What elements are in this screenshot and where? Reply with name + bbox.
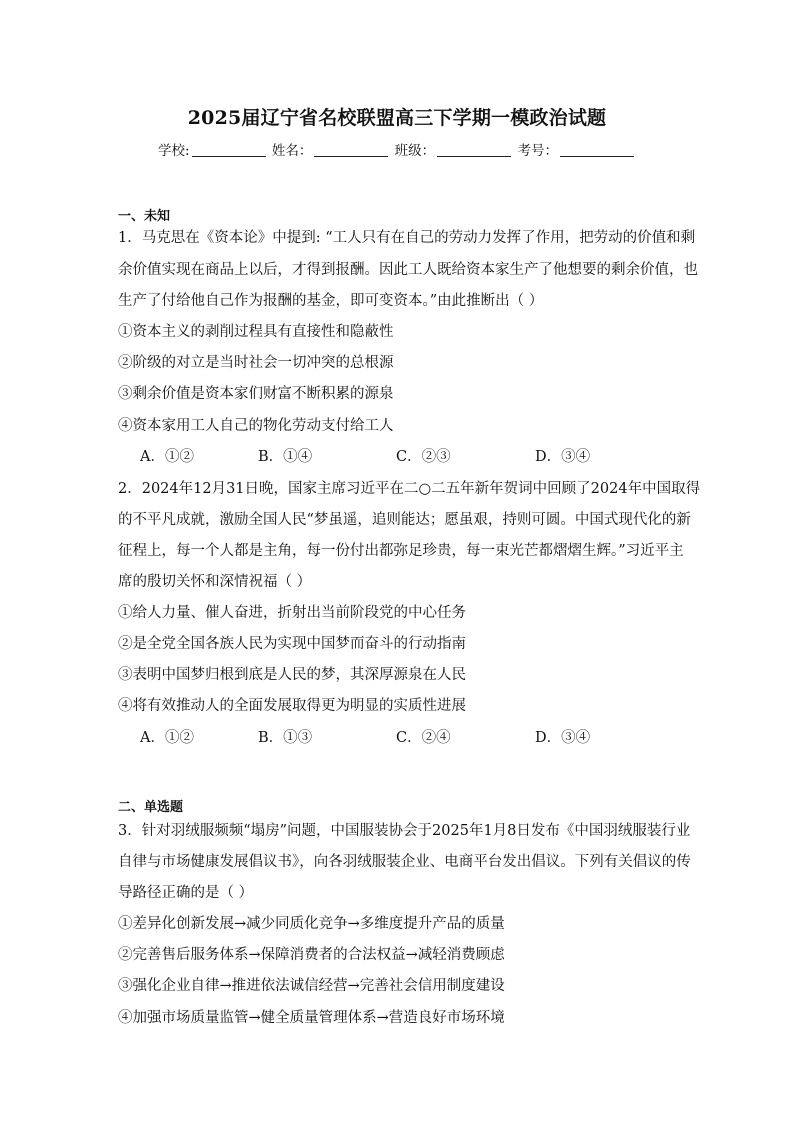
question-1-statement-3: ③剩余价值是资本家们财富不断积累的源泉: [118, 386, 394, 402]
question-2-line-3: 征程上，每一个人都是主角，每一份付出都弥足珍贵，每一束光芒都熠熠生辉。”习近平主: [118, 543, 684, 559]
question-2-line-1: 2．2024年12月31日晚，国家主席习近平在二○二五年新年贺词中回顾了2024年中国取得: [118, 481, 701, 497]
question-1-line-3: 生产了付给他自己作为报酬的基金，即可变资本。”由此推断出（ ）: [118, 293, 544, 309]
question-2-statement-2: ②是全党全国各族人民为实现中国梦而奋斗的行动指南: [118, 636, 466, 652]
section-heading: 一、未知: [118, 209, 171, 224]
page-title: 2025届辽宁省名校联盟高三下学期一模政治试题: [187, 107, 607, 129]
question-2-statement-1: ①给人力量、催人奋进，折射出当前阶段党的中心任务: [118, 605, 466, 621]
question-1-statement-4: ④资本家用工人自己的物化劳动支付给工人: [118, 418, 394, 434]
question-1-statement-2: ②阶级的对立是当时社会一切冲突的总根源: [118, 355, 394, 371]
class-label: 班级：: [394, 143, 436, 159]
question-2-line-2: 的不平凡成就，激励全国人民“梦虽遥，追则能达；愿虽艰，持则可圆。中国式现代化的新: [118, 512, 691, 528]
student-info-row: [0, 139, 794, 159]
question-3-statement-3: ③强化企业自律→推进依法诚信经营→完善社会信用制度建设: [118, 978, 505, 994]
question-3-statement-4: ④加强市场质量监管→健全质量管理体系→营造良好市场环境: [118, 1010, 505, 1026]
question-3-line-2: 自律与市场健康发展倡议书》，向各羽绒服装企业、电商平台发出倡议。下列有关倡议的传: [118, 854, 691, 870]
class-blank[interactable]: [437, 143, 511, 157]
option-a[interactable]: A．①②: [140, 449, 194, 465]
question-3-statement-1: ①差异化创新发展→减少同质化竞争→多维度提升产品的质量: [118, 916, 505, 932]
question-2-statement-4: ④将有效推动人的全面发展取得更为明显的实质性进展: [118, 698, 466, 714]
question-3-line-1: 3．针对羽绒服频频“塌房”问题，中国服装协会于2025年1月8日发布《中国羽绒服装行业: [118, 823, 691, 839]
name-label: 姓名：: [271, 143, 313, 159]
option-a[interactable]: A．①②: [140, 730, 194, 746]
school-label: 学校:: [158, 143, 190, 159]
exam-number-blank[interactable]: [560, 143, 634, 157]
question-2-line-4: 席的殷切关怀和深情祝福（ ）: [118, 574, 312, 590]
option-c[interactable]: C．②③: [396, 449, 451, 465]
question-3-line-3: 导路径正确的是（ ）: [118, 885, 254, 901]
name-blank[interactable]: [314, 143, 388, 157]
option-d[interactable]: D．③④: [535, 449, 591, 465]
option-b[interactable]: B．①③: [258, 730, 313, 746]
section-heading: 二、单选题: [118, 800, 184, 815]
school-blank[interactable]: [192, 143, 266, 157]
question-1-line-1: 1．马克思在《资本论》中提到: “工人只有在自己的劳动力发挥了作用，把劳动的价值和剩: [118, 230, 696, 246]
question-1-statement-1: ①资本主义的剥削过程具有直接性和隐蔽性: [118, 324, 394, 340]
question-3-statement-2: ②完善售后服务体系→保障消费者的合法权益→减轻消费顾虑: [118, 947, 505, 963]
option-c[interactable]: C．②④: [396, 730, 451, 746]
question-2-statement-3: ③表明中国梦归根到底是人民的梦，其深厚源泉在人民: [118, 667, 466, 683]
option-b[interactable]: B．①④: [258, 449, 313, 465]
option-d[interactable]: D．③④: [535, 730, 591, 746]
question-1-line-2: 余价值实现在商品上以后，才得到报酬。因此工人既给资本家生产了他想要的剩余价值，也: [118, 262, 698, 278]
exam-number-label: 考号：: [517, 143, 558, 159]
